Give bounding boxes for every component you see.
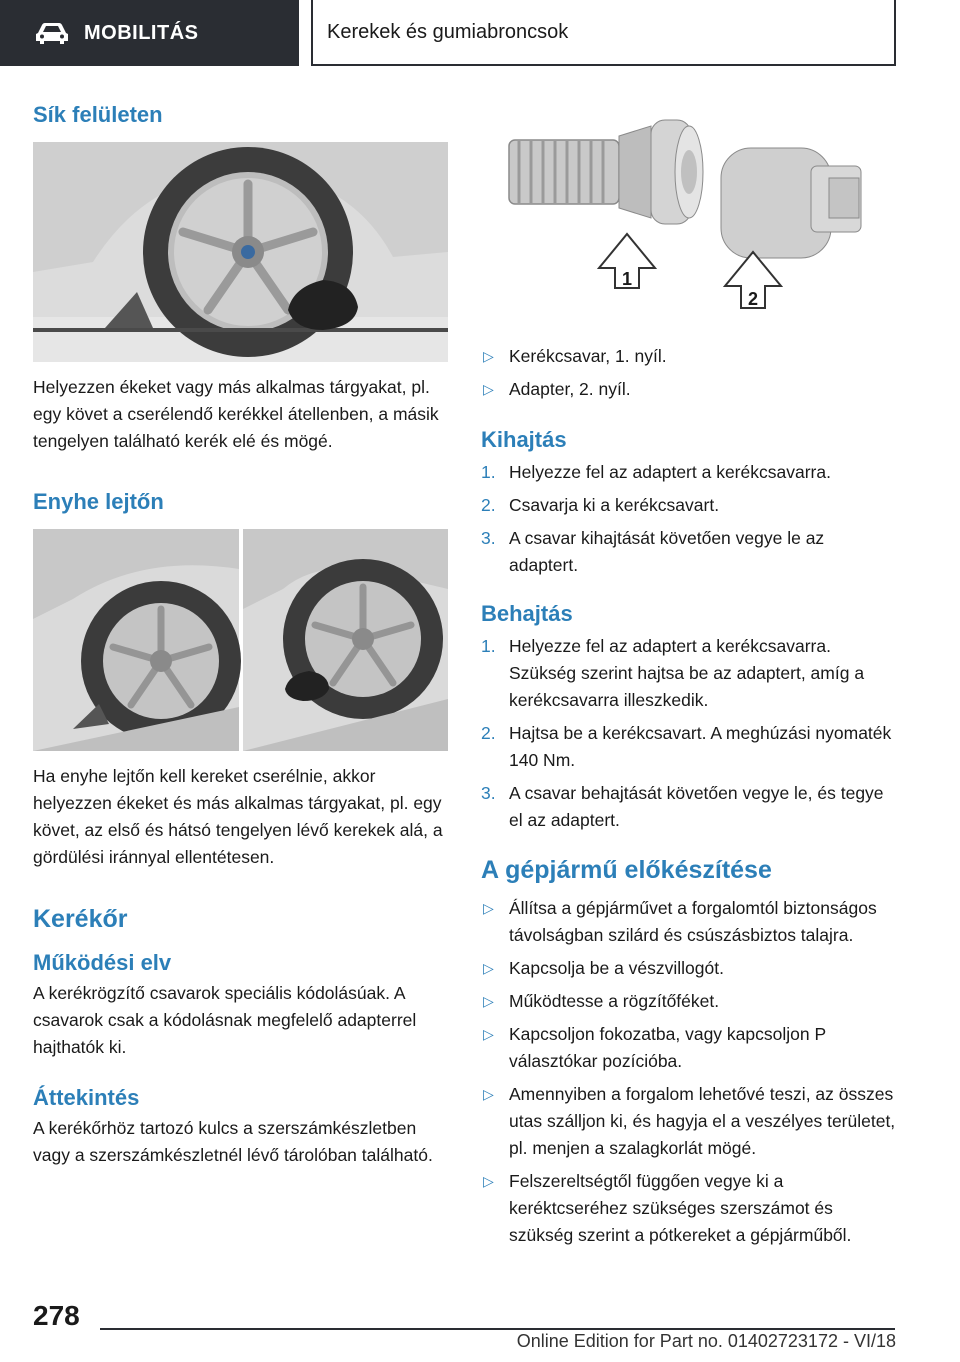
figure-label-2: 2 [747,289,759,309]
list-item: ▷ Amennyiben a forgalom lehetővé teszi, az összes utas szálljon ki, és hagyja el a veszélyes területet, pl. menjen a szalagkorlát mögé. [481,1081,896,1162]
text-flat-surface: Helyezzen ékeket vagy más alkalmas tárgyakat, pl. egy követ a cserélendő kerékkel átellenben, a másik tengelyen található kerék elé és mögé. [33,377,439,451]
arrow-bullet-icon: ▷ [483,960,494,976]
list-item: ▷ Kapcsoljon fokozatba, vagy kapcsoljon P választókar pozícióba. [481,1021,896,1075]
install-steps [481,633,896,834]
legend-list [481,343,896,403]
page-number: 278 [33,1300,80,1331]
list-item: 1. Helyezze fel az adaptert a kerékcsavarra. Szükség szerint hajtsa be az adaptert, amíg a kerékcsavarra illeszkedik. [481,636,865,710]
list-item: ▷ Kerékcsavar, 1. nyíl. [481,343,896,370]
heading-wheel-lock: Kerékőr [33,905,128,933]
bolt-and-adapter-illustration [481,118,896,323]
list-item: ▷ Kapcsolja be a vészvillogót. [481,955,896,982]
arrow-bullet-icon: ▷ [483,900,494,916]
list-item: ▷ Adapter, 2. nyíl. [481,376,896,403]
arrow-bullet-icon: ▷ [483,1086,494,1102]
right-column [481,90,896,1255]
list-item: ▷ Felszereltségtől függően vegye ki a keréktcseréhez szükséges szerszámot és szükség szerint a pótkereket a gépjárműből. [481,1168,896,1249]
heading-prepare-vehicle: A gépjármű előkészítése [481,856,772,884]
list-item: 2. Csavarja ki a kerékcsavart. [481,495,720,515]
left-column [33,90,448,1169]
list-item: 1. Helyezze fel az adaptert a kerékcsavarra. [481,462,831,482]
page-header [0,0,960,66]
section-title: MOBILITÁS [84,21,199,44]
heading-principle: Működési elv [33,950,172,975]
list-item: ▷ Állítsa a gépjárművet a forgalomtól biztonságos távolságban szilárd és csúszásbiztos talajra. [481,895,896,949]
remove-steps [481,459,896,579]
list-item: 3. A csavar kihajtását követően vegye le az adaptert. [481,528,825,575]
car-icon [34,21,70,45]
heading-install: Behajtás [481,601,573,626]
heading-overview: Áttekintés [33,1085,140,1110]
heading-remove: Kihajtás [481,427,567,452]
list-item: 3. A csavar behajtását követően vegye le, és tegye el az adaptert. [481,783,884,830]
heading-slope: Enyhe lejtőn [33,489,164,514]
chapter-title: Kerekek és gumiabroncsok [311,0,896,66]
text-overview: A kerékőrhöz tartozó kulcs a szerszámkészletben vagy a szerszámkészletnél lévő tárolóban található. [33,1118,433,1165]
figure-bolt-adapter [481,118,896,323]
heading-flat-surface: Sík felületen [33,102,163,127]
footer-edition: Online Edition for Part no. 01402723172 - VI/18 [516,1331,896,1351]
text-principle: A kerékrögzítő csavarok speciális kódolásúak. A csavarok csak a kódolásnak megfelelő adapterrel hajthatók ki. [33,983,417,1057]
footer-divider [100,1328,895,1330]
arrow-bullet-icon: ▷ [483,993,494,1009]
arrow-bullet-icon: ▷ [483,1173,494,1189]
prepare-list [481,895,896,1249]
figure-slope [33,529,448,751]
section-tab [0,0,299,66]
list-item: ▷ Működtesse a rögzítőféket. [481,988,896,1015]
wheel-chock-flat-illustration [33,142,448,362]
wheel-chock-slope-illustration [33,529,448,751]
figure-flat-surface [33,142,448,362]
arrow-bullet-icon: ▷ [483,1026,494,1042]
text-slope: Ha enyhe lejtőn kell kereket cserélnie, akkor helyezzen ékeket és más alkalmas tárgyakat, pl. egy követ, az első és hátsó tengelyen lévő kerekek alá, a gördülési iránnyal ellentétesen. [33,766,443,867]
arrow-bullet-icon: ▷ [483,348,494,364]
arrow-bullet-icon: ▷ [483,381,494,397]
list-item: 2. Hajtsa be a kerékcsavart. A meghúzási nyomaték 140 Nm. [481,723,892,770]
figure-label-1: 1 [621,269,633,289]
